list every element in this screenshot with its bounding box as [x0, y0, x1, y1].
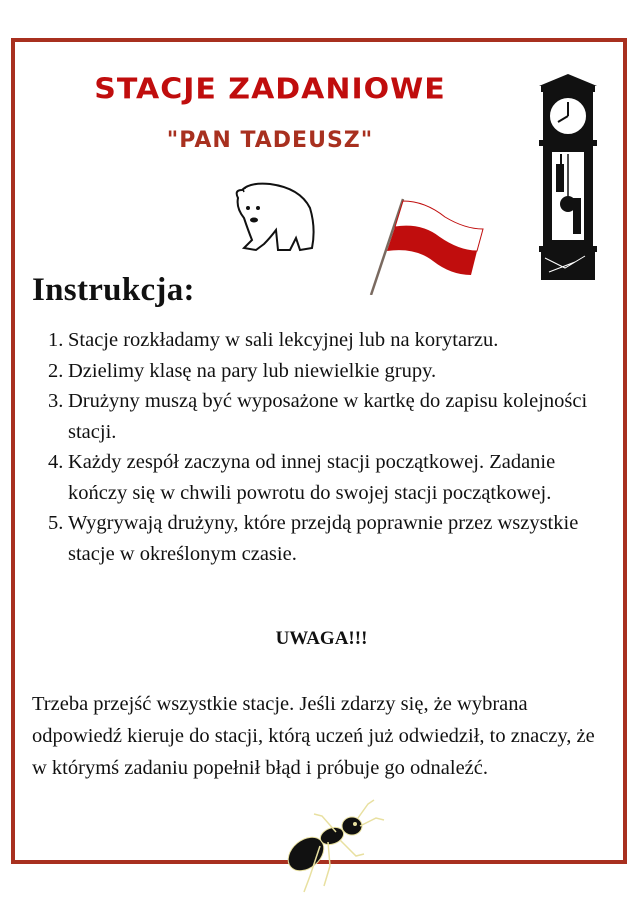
instruction-step: 4. Każdy zespół zaczyna od innej stacji początkowej. Zadanie kończy się w chwili powrotu do swojej stacji początkowej.	[48, 451, 556, 504]
instruction-step: 2. Dzielimy klasę na pary lub niewielkie grupy.	[48, 359, 437, 382]
warning-text: Trzeba przejść wszystkie stacje. Jeśli zdarzy się, że wybrana odpowiedź kieruje do stacji, którą uczeń już odwiedził, to znaczy, że w którymś zadaniu popełnił błąd i próbuje go odnaleźć.	[32, 693, 595, 779]
page-subtitle: "PAN TADEUSZ"	[166, 128, 374, 153]
grandfather-clock-icon	[535, 72, 601, 282]
instructions-heading: Instrukcja:	[32, 272, 195, 308]
page-title: STACJE ZADANIOWE	[94, 72, 446, 107]
warning-label: UWAGA!!!	[275, 628, 368, 649]
instruction-step: 1. Stacje rozkładamy w sali lekcyjnej lub na korytarzu.	[48, 329, 499, 351]
ant-icon	[280, 796, 390, 896]
polish-flag-icon	[365, 195, 485, 295]
instructions-list	[48, 325, 608, 569]
bear-icon	[230, 178, 320, 260]
instruction-step: 5. Wygrywają drużyny, które przejdą poprawnie przez wszystkie stacje w określonym czasie.	[48, 512, 579, 565]
instruction-step: 3. Drużyny muszą być wyposażone w kartkę do zapisu kolejności stacji.	[48, 390, 588, 443]
